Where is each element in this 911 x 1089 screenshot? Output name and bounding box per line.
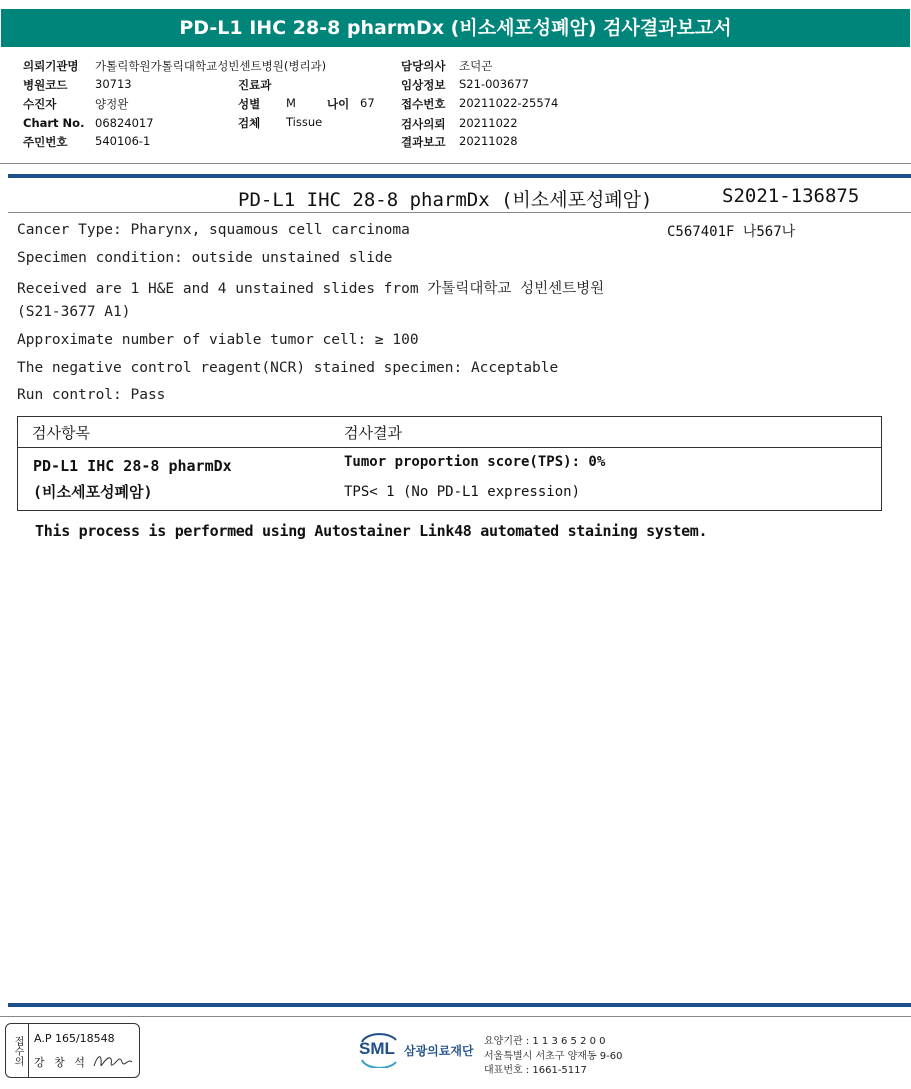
request-label: 검사의뢰: [401, 117, 446, 131]
age-value: 67: [360, 96, 375, 110]
divider: [8, 212, 911, 213]
resident-label: 주민번호: [23, 135, 68, 149]
report-line: The negative control reagent(NCR) stained specimen: Acceptable: [17, 360, 559, 376]
recipient-label: 수진자: [23, 97, 57, 111]
chart-label: Chart No.: [23, 116, 85, 130]
specimen-label: 검체: [238, 116, 261, 130]
specimen-code: C567401F 나567나: [667, 224, 796, 240]
clinical-label: 임상정보: [401, 78, 446, 92]
recipient-value: 양정완: [95, 97, 129, 111]
stamp-ap-number: A.P 165/18548: [34, 1032, 115, 1045]
request-value: 20211022: [459, 116, 518, 130]
divider: [8, 174, 911, 178]
test-result-score: Tumor proportion score(TPS): 0%: [344, 454, 606, 470]
chart-value: 06824017: [95, 116, 154, 130]
report-header-title: PD-L1 IHC 28-8 pharmDx (비소세포성폐암) 검사결과보고서: [1, 9, 910, 47]
results-table: [17, 416, 882, 511]
report-line: Specimen condition: outside unstained slide: [17, 250, 393, 266]
resident-value: 540106-1: [95, 134, 151, 148]
test-item-name: PD-L1 IHC 28-8 pharmDx: [33, 457, 232, 475]
doctor-value: 조덕곤: [459, 59, 493, 73]
hospital-code-value: 30713: [95, 77, 132, 91]
hospital-code-label: 병원코드: [23, 78, 68, 92]
stamp-name: 강 창 석: [34, 1056, 88, 1069]
report-title: PD-L1 IHC 28-8 pharmDx (비소세포성폐암): [238, 189, 653, 211]
sml-logo: [356, 1030, 474, 1072]
sex-label: 성별: [238, 97, 261, 111]
clinical-value: S21-003677: [459, 77, 529, 91]
test-result-interpretation: TPS< 1 (No PD-L1 expression): [344, 484, 581, 500]
divider: [8, 1003, 911, 1007]
organization-name: 삼광의료재단: [404, 1044, 474, 1058]
lab-code: 요양기관 : 1 1 3 6 5 2 0 0: [484, 1036, 606, 1047]
divider: [0, 163, 911, 164]
table-header: [18, 417, 881, 448]
specimen-value: Tissue: [286, 115, 323, 129]
report-line: Cancer Type: Pharynx, squamous cell carcinoma: [17, 222, 410, 238]
signature-icon: [92, 1050, 136, 1072]
test-item-subtitle: (비소세포성폐암): [33, 483, 153, 501]
stamp-label: 접수의: [6, 1024, 29, 1077]
reception-stamp: [5, 1023, 140, 1078]
report-line: (S21-3677 A1): [17, 304, 131, 320]
report-line: Approximate number of viable tumor cell: ≥ 100: [17, 332, 419, 348]
result-value: 20211028: [459, 134, 518, 148]
lab-phone: 대표번호 : 1661-5117: [484, 1065, 587, 1076]
footnote: This process is performed using Autostainer Link48 automated staining system.: [35, 522, 708, 540]
age-label: 나이: [327, 97, 350, 111]
lab-address: 서울특별시 서초구 양재동 9-60: [484, 1051, 623, 1062]
report-line: Run control: Pass: [17, 387, 166, 403]
institution-value: 가톨릭학원가톨릭대학교성빈센트병원(병리과): [95, 59, 327, 73]
column-header-result: 검사결과: [344, 424, 402, 442]
institution-label: 의뢰기관명: [23, 59, 79, 73]
department-label: 진료과: [238, 78, 272, 92]
logo-text: SML: [359, 1039, 395, 1058]
receipt-value: 20211022-25574: [459, 96, 559, 110]
sex-value: M: [286, 96, 296, 110]
report-number: S2021-136875: [722, 185, 860, 207]
column-header-item: 검사항목: [32, 424, 90, 442]
divider: [0, 1016, 911, 1017]
report-line: Received are 1 H&E and 4 unstained slides from 가톨릭대학교 성빈센트병원: [17, 281, 605, 297]
result-label: 결과보고: [401, 135, 446, 149]
receipt-label: 접수번호: [401, 97, 446, 111]
doctor-label: 담당의사: [401, 59, 446, 73]
